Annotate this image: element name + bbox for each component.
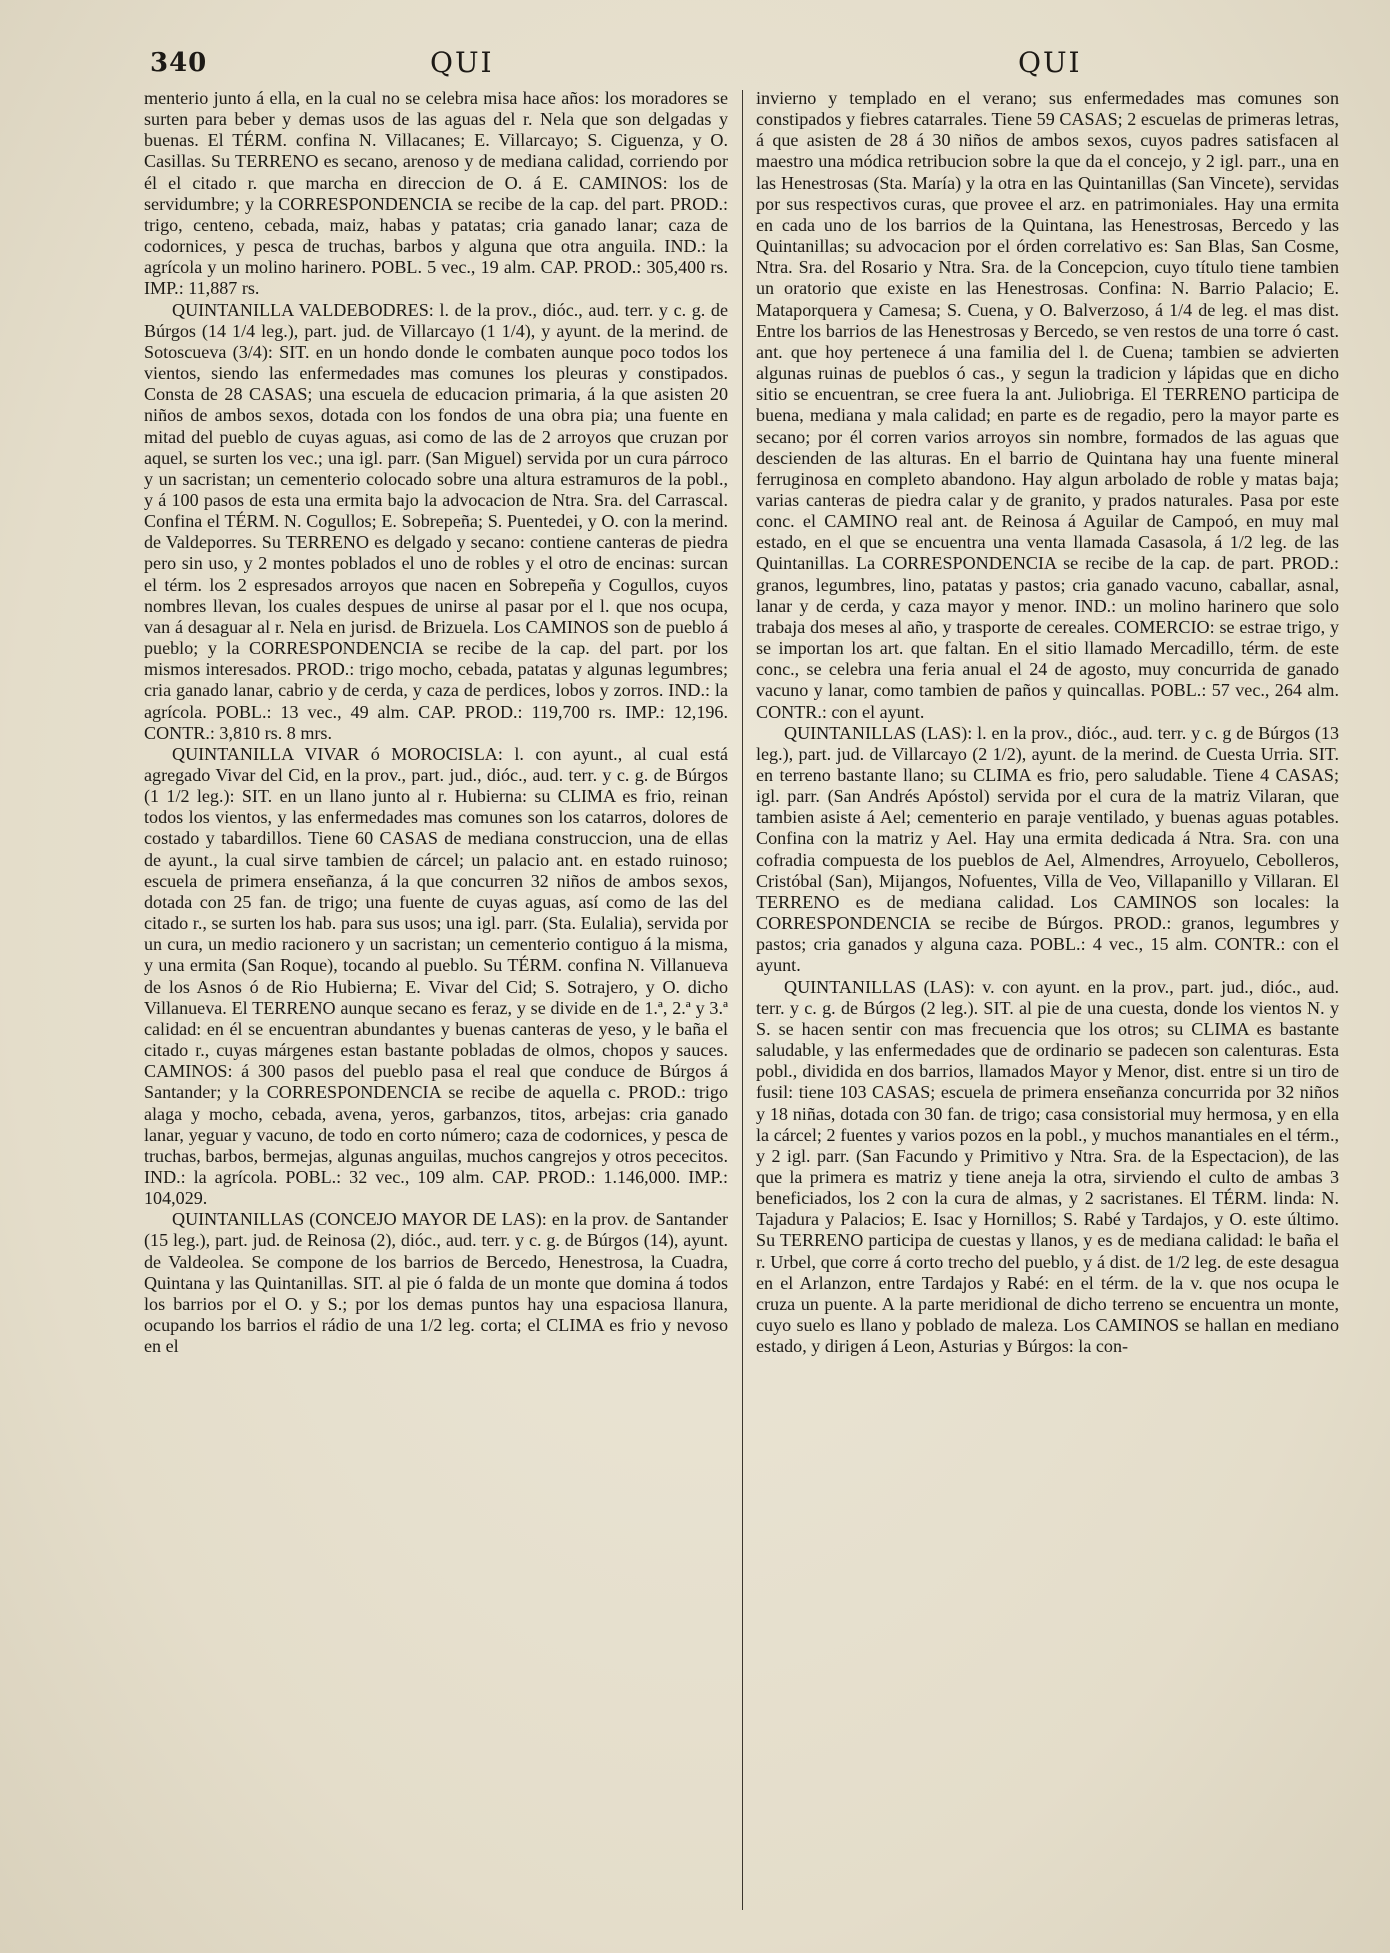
entry-quintanillas-concejo-mayor: QUINTANILLAS (CONCEJO MAYOR DE LAS): en la prov. de Santander (15 leg.), part. jud. de Reinosa (2), dióc., aud. terr. y c. g. de Búrgos (14), ayunt. de Valdeolea. Se compone de los barrios de Bercedo, Henestrosa, la Cuadra, Quintana y las Quintanillas. SIT. al pie ó falda de un monte que domina á todos los barrios por el O. y S.; por los demas puntos hay una espaciosa llanura, ocupando los barrios el rádio de una 1/2 leg. corta; el CLIMA es frio y nevoso en el	[144, 1209, 728, 1357]
page-number: 340	[150, 48, 208, 78]
continuation-paragraph: menterio junto á ella, en la cual no se celebra misa hace años: los moradores se surten para beber y demas usos de las aguas del r. Nela que son delgadas y buenas. El TÉRM. confina N. Villacanes; E. Villarcayo; S. Ciguenza, y O. Casillas. Su TERRENO es secano, arenoso y de mediana calidad, corriendo por él el citado r. que marcha en direccion de O. á E. CAMINOS: los de servidumbre; y la CORRESPONDENCIA se recibe de la cap. del part. PROD.: trigo, centeno, cebada, maiz, habas y patatas; cria ganado lanar; caza de codornices, y pesca de truchas, barbos y alguna que otra anguila. IND.: la agrícola y un molino harinero. POBL. 5 vec., 19 alm. CAP. PROD.: 305,400 rs. IMP.: 11,887 rs.	[144, 88, 728, 299]
continuation-paragraph-right: invierno y templado en el verano; sus enfermedades mas comunes son constipados y fiebres catarrales. Tiene 59 CASAS; 2 escuelas de primeras letras, á que asisten de 28 á 30 niños de ambos sexos, cuyos padres satisfacen al maestro una módica retribucion sobre la que da el concejo, y 2 igl. parr., una en las Henestrosas (Sta. María) y la otra en las Quintanillas (San Vincete), servidas por sus respectivos curas, que provee el arz. en patrimoniales. Hay una ermita en cada uno de los barrios de la Quintana, las Henestrosas, Bercedo y las Quintanillas; su advocacion por el órden correlativo es: San Blas, San Cosme, Ntra. Sra. del Rosario y Ntra. Sra. de la Concepcion, cuyo título tiene tambien un oratorio que existe en las Henestrosas. Confina: N. Barrio Palacio; E. Mataporquera y Camesa; S. Cuena, y O. Balverzoso, á 1/4 de leg. el mas dist. Entre los barrios de las Henestrosas y Bercedo, se ven restos de una torre ó cast. ant. que hoy pertenece á una familia del l. de Cuena; tambien se advierten algunas ruinas de pueblos ó cas., y segun la tradicion y lápidas que en dicho sitio se encuentran, se cree fuera la ant. Juliobriga. El TERRENO participa de buena, mediana y mala calidad; en parte es de regadio, pero la mayor parte es secano; por él corren varios arroyos sin nombre, formados de las aguas que descienden de las alturas. En el barrio de Quintana hay una fuente mineral ferruginosa en completo abandono. Hay algun arbolado de roble y matas baja; varias canteras de piedra calar y de granito, y prados naturales. Pasa por este conc. el CAMINO real ant. de Reinosa á Aguilar de Campoó, en muy mal estado, en el que se encuentra una venta llamada Casasola, á 1/2 leg. de las Quintanillas. La CORRESPONDENCIA se recibe de la cap. de part. PROD.: granos, legumbres, lino, patatas y pastos; cria ganado vacuno, caballar, asnal, lanar y de cerda, y caza mayor y menor. IND.: un molino harinero que solo trabaja dos meses al año, y trasporte de cereales. COMERCIO: se estrae trigo, y se importan los art. que faltan. En el sitio llamado Mercadillo, térm. de este conc., se celebra una feria anual el 24 de agosto, muy concurrida de ganado vacuno y lanar, como tambien de paños y quincallas. POBL.: 57 vec., 264 alm. CONTR.: con el ayunt.	[756, 88, 1339, 722]
entry-quintanilla-vivar: QUINTANILLA VIVAR ó MOROCISLA: l. con ayunt., al cual está agregado Vivar del Cid, en la prov., part. jud., dióc., aud. terr. y c. g. de Búrgos (1 1/2 leg.): SIT. en un llano junto al r. Hubierna: su CLIMA es frio, reinan todos los vientos, y las enfermedades mas comunes son los catarros, dolores de costado y tabardillos. Tiene 60 CASAS de mediana construccion, una de ellas de ayunt., la cual sirve tambien de cárcel; un palacio ant. en estado ruinoso; escuela de primera enseñanza, á la que concurren 32 niños de ambos sexos, dotada con 25 fan. de trigo; una fuente de cuyas aguas, así como de las del citado r., se surten los hab. para sus usos; una igl. parr. (Sta. Eulalia), servida por un cura, un medio racionero y un sacristan; un cementerio contiguo á la misma, y una ermita (San Roque), tocando al pueblo. Su TÉRM. confina N. Villanueva de los Asnos ó de Rio Hubierna; E. Vivar del Cid; S. Sotrajero, y O. dicho Villanueva. El TERRENO aunque secano es feraz, y se divide en de 1.ª, 2.ª y 3.ª calidad: en él se encuentran abundantes y buenas canteras de yeso, y le baña el citado r., cuyas márgenes estan bastante pobladas de olmos, chopos y sauces. CAMINOS: á 300 pasos del pueblo pasa el real que conduce de Búrgos á Santander; y la CORRESPONDENCIA se recibe de aquella c. PROD.: trigo alaga y mocho, cebada, avena, yeros, garbanzos, titos, arbejas: cria ganado lanar, yeguar y vacuno, de todo en corto número; caza de codornices, y pesca de truchas, barbos, bermejas, algunas anguilas, muchos cangrejos y otros pececitos. IND.: la agrícola. POBL.: 32 vec., 109 alm. CAP. PROD.: 1.146,000. IMP.: 104,029.	[144, 743, 728, 1209]
entry-quintanillas-las-lugar: QUINTANILLAS (LAS): l. en la prov., dióc., aud. terr. y c. g de Búrgos (13 leg.), part. jud. de Villarcayo (2 1/2), ayunt. de la merind. de Cuesta Urria. SIT. en terreno bastante llano; su CLIMA es frio, pero saludable. Tiene 4 CASAS; igl. parr. (San Andrés Apóstol) servida por el cura de la matriz Vilaran, que tambien asiste á Ael; cementerio en paraje ventilado, y buenas aguas potables. Confina con la matriz y Ael. Hay una ermita dedicada á Ntra. Sra. con una cofradia compuesta de los pueblos de Ael, Almendres, Arroyuelo, Cebolleros, Cristóbal (San), Mijangos, Nofuentes, Villa de Veo, Villapanillo y Villaran. El TERRENO es de mediana calidad. Los CAMINOS son locales: la CORRESPONDENCIA se recibe de Búrgos. PROD.: granos, legumbres y pastos; cria ganados y alguna caza. POBL.: 4 vec., 15 alm. CONTR.: con el ayunt.	[756, 722, 1339, 976]
entry-quintanilla-valdebodres: QUINTANILLA VALDEBODRES: l. de la prov., dióc., aud. terr. y c. g. de Búrgos (14 1/4 leg.), part. jud. de Villarcayo (1 1/4), y ayunt. de la merind. de Sotoscueva (3/4): SIT. en un hondo donde le combaten aunque poco todos los vientos, siendo las enfermedades mas comunes los pleuras y constipados. Consta de 28 CASAS; una escuela de educacion primaria, á la que asisten 20 niños de ambos sexos, dotada con los fondos de una obra pia; una fuente en mitad del pueblo de cuyas aguas, asi como de las de 2 arroyos que cruzan por aquel, se surten los vec.; una igl. parr. (San Miguel) servida por un cura párroco y un sacristan; un cementerio colocado sobre una altura estramuros de la pobl., y á 100 pasos de esta una ermita bajo la advocacion de Ntra. Sra. del Carrascal. Confina el TÉRM. N. Cogullos; E. Sobrepeña; S. Puentedei, y O. con la merind. de Valdeporres. Su TERRENO es delgado y secano: contiene canteras de piedra pero sin uso, y 2 montes poblados el uno de robles y el otro de encinas: surcan el térm. los 2 espresados arroyos que nacen en Sobrepeña y Cogullos, cuyos nombres llevan, los cuales despues de unirse al pasar por el l. que nos ocupa, van á desaguar al r. Nela en jurisd. de Brizuela. Los CAMINOS son de pueblo á pueblo; y la CORRESPONDENCIA se recibe de la cap. del part. por los mismos interesados. PROD.: trigo mocho, cebada, patatas y algunas legumbres; cria ganado lanar, cabrio y de cerda, y caza de perdices, lobos y zorros. IND.: la agrícola. POBL.: 13 vec., 49 alm. CAP. PROD.: 119,700 rs. IMP.: 12,196. CONTR.: 3,810 rs. 8 mrs.	[144, 299, 728, 743]
column-divider	[742, 90, 743, 1910]
page-header	[0, 44, 1390, 84]
running-head-right: QUI	[1018, 46, 1082, 79]
right-column	[756, 88, 1339, 1357]
running-head-left: QUI	[430, 46, 494, 79]
left-column	[144, 88, 728, 1357]
entry-quintanillas-las-villa: QUINTANILLAS (LAS): v. con ayunt. en la prov., part. jud., dióc., aud. terr. y c. g. de Búrgos (2 leg.). SIT. al pie de una cuesta, donde los vientos N. y S. se hacen sentir con mas frecuencia que los otros; su CLIMA es bastante saludable, y las enfermedades que de ordinario se padecen son calenturas. Esta pobl., dividida en dos barrios, llamados Mayor y Menor, dist. entre si un tiro de fusil: tiene 103 CASAS; escuela de primera enseñanza concurrida por 32 niños y 18 niñas, dotada con 30 fan. de trigo; casa consistorial muy hermosa, y en ella la cárcel; 2 fuentes y varios pozos en la pobl., y muchos manantiales en el térm., y 2 igl. parr. (San Facundo y Primitivo y Ntra. Sra. de la Espectacion), de las que la primera es matriz y tiene aneja la otra, sirviendo el culto de ambas 3 beneficiados, los 2 con la cura de almas, y 2 sacristanes. El TÉRM. linda: N. Tajadura y Palacios; E. Isac y Hornillos; S. Rabé y Tardajos, y O. este último. Su TERRENO participa de cuestas y llanos, y es de mediana calidad: le baña el r. Urbel, que corre á corto trecho del pueblo, y á dist. de 1/2 leg. de este desagua en el Arlanzon, entre Tardajos y Rabé: en el térm. de la v. que nos ocupa le cruza un puente. A la parte meridional de dicho terreno se encuentra un monte, cuyo suelo es llano y poblado de maleza. Los CAMINOS se hallan en mediano estado, y dirigen á Leon, Asturias y Búrgos: la con-	[756, 976, 1339, 1357]
